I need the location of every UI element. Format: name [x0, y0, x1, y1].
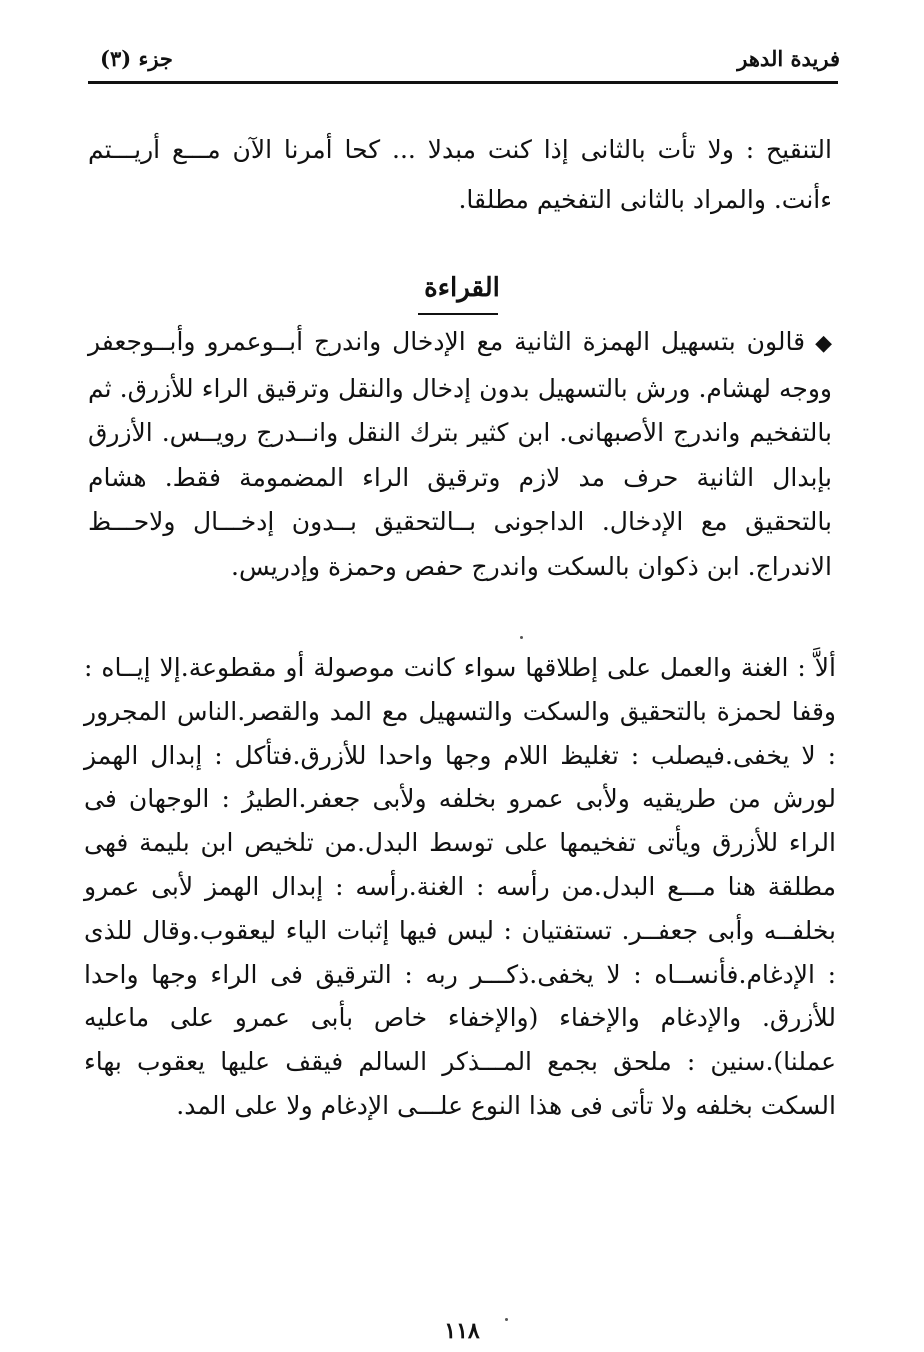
scan-speck	[520, 636, 523, 639]
readings-paragraph	[88, 320, 832, 589]
section-heading-underline	[418, 313, 498, 315]
intro-paragraph: التنقيح : ولا تأت بالثانى إذا كنت مبدلا ... كحا أمرنا الآن مـــع أريـــتم ءأنت. والمراد بالثانى التفخيم مطلقا.	[88, 135, 832, 214]
running-header	[88, 38, 840, 78]
header-rule	[88, 81, 838, 84]
page-number: ١١٨	[444, 1318, 480, 1344]
section-heading: القراءة	[424, 273, 500, 303]
scan-speck	[505, 1318, 508, 1321]
notes-paragraph: ألاَّ : الغنة والعمل على إطلاقها سواء كانت موصولة أو مقطوعة.إلا إيــاه : وقفا لحمزة بالتحقيق والسكت والتسهيل مع المد والقصر.الناس المجرور : لا يخفى.فيصلب : تغليظ اللام وجها واحدا للأزرق.فتأكل : إبدال الهمز لورش من طريقيه ولأبى عمرو بخلفه ولأبى جعفر.الطيرُ : الوجهان فى الراء للأزرق ويأتى تفخيمها على توسط البدل.من تلخيص ابن بليمة فهى مطلقة هنا مـــع البدل.من رأسه : الغنة.رأسه : إبدال الهمز لأبى عمرو بخلفــه وأبى جعفــر. تستفتيان : ليس فيها إثبات الياء ليعقوب.وقال للذى : الإدغام.فأنســاه : لا يخفى.ذكـــر ربه : الترقيق فى الراء وجها واحدا للأزرق. والإدغام والإخفاء (والإخفاء خاص بأبى عمرو على ماعليه عملنا).سنين : ملحق بجمع المـــذكر السالم فيقف عليها يعقوب بهاء السكت بخلفه ولا تأتى فى هذا النوع علـــى الإدغام ولا على المد.	[84, 653, 836, 1120]
volume-label: جزء (٣)	[100, 46, 173, 71]
readings-text: قالون بتسهيل الهمزة الثانية مع الإدخال واندرج أبــوعمرو وأبــوجعفر ووجه لهشام. ورش بالتسهيل بدون إدخال والنقل وترقيق الراء للأزرق. ثم بالتفخيم واندرج الأصبهانى. ابن كثير بترك النقل وانــدرج رويــس. الأزرق بإبدال الثانية حرف مد لازم وترقيق الراء المضمومة فقط. هشام بالتحقيق مع الإدخال. الداجونى بــالتحقيق بــدون إدخـــال ولاحـــظ الاندراج. ابن ذكوان بالسكت واندرج حفص وحمزة وإدريس.	[88, 327, 832, 581]
book-title: فريدة الدهر	[737, 46, 840, 71]
diamond-bullet-icon: ◆	[815, 331, 832, 356]
